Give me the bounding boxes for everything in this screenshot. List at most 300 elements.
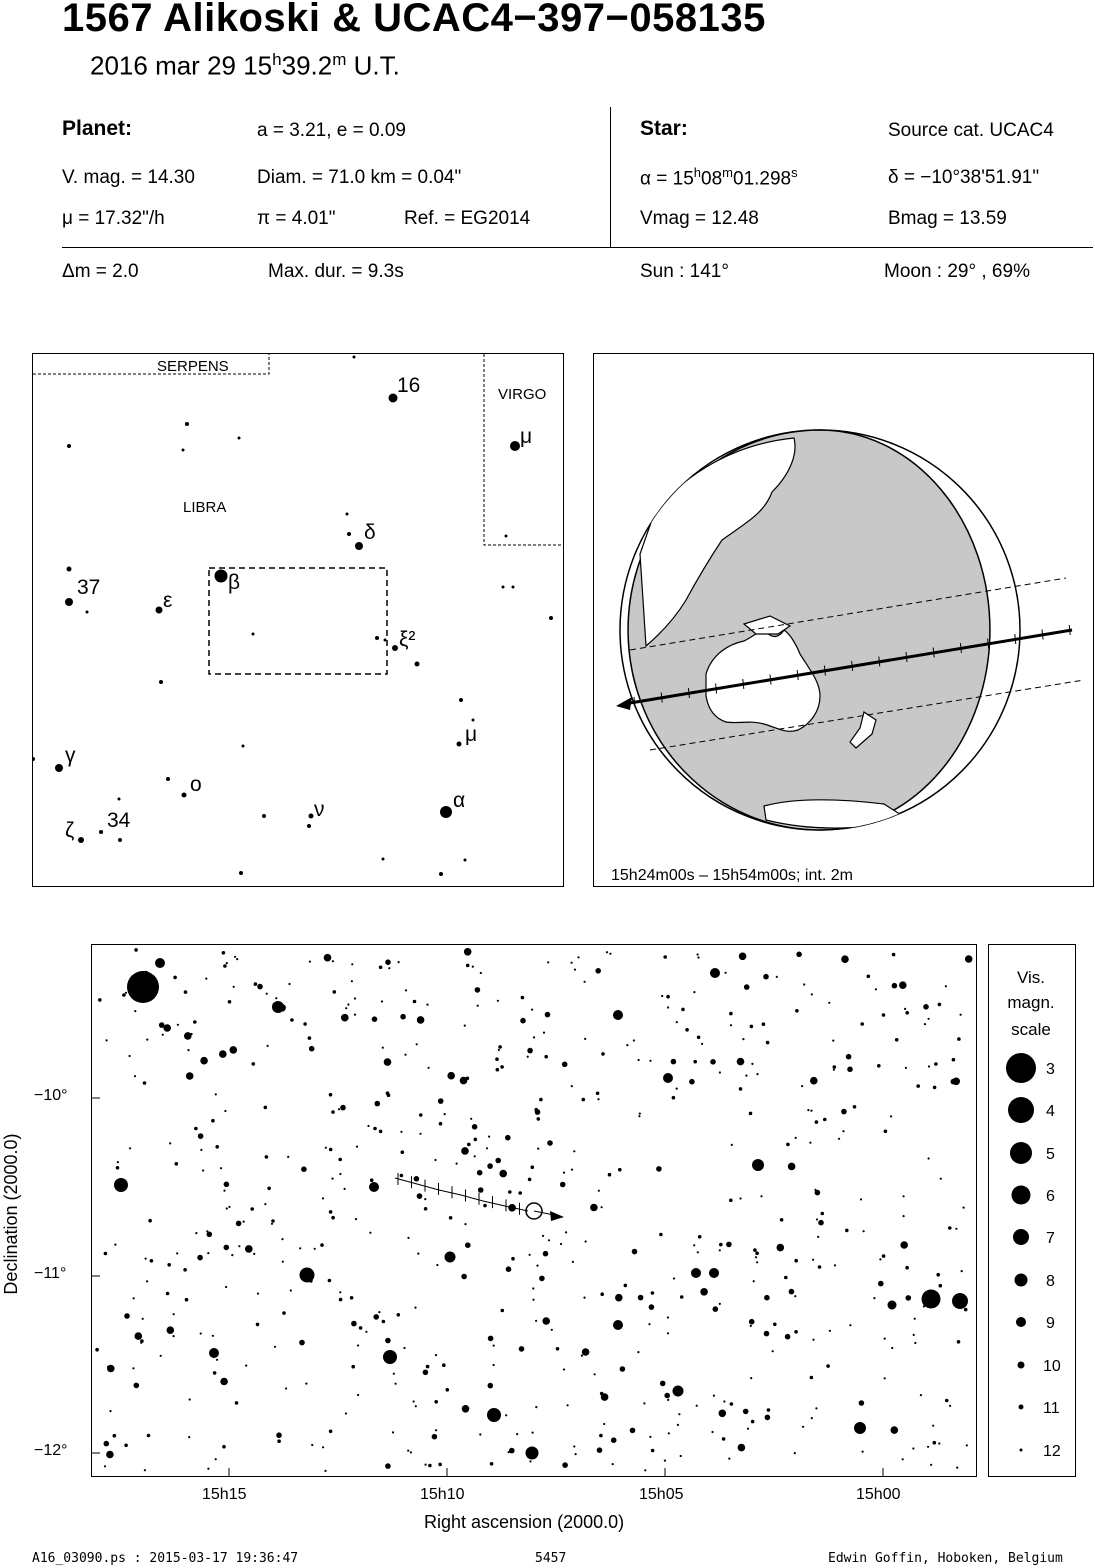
field-star bbox=[932, 1425, 934, 1427]
field-star bbox=[243, 1221, 245, 1223]
finder-star-24 bbox=[55, 764, 63, 772]
finder-star-6 bbox=[67, 567, 72, 572]
field-star bbox=[596, 1092, 600, 1096]
field-star bbox=[905, 1067, 907, 1069]
bright-star-1 bbox=[114, 1178, 128, 1192]
field-star bbox=[184, 990, 188, 994]
field-star bbox=[672, 1096, 676, 1100]
field-star bbox=[904, 1008, 906, 1010]
planet-orbit: a = 3.21, e = 0.09 bbox=[257, 120, 406, 141]
field-star bbox=[416, 1043, 418, 1045]
field-star bbox=[233, 986, 235, 988]
field-star bbox=[751, 1420, 755, 1424]
field-star bbox=[529, 1460, 531, 1462]
sun-elongation: Sun : 141° bbox=[640, 261, 729, 282]
field-star bbox=[729, 1012, 733, 1016]
bright-star-12 bbox=[709, 1268, 719, 1278]
field-star bbox=[818, 1265, 822, 1269]
field-star bbox=[585, 1240, 587, 1242]
field-star bbox=[305, 1383, 307, 1385]
field-star bbox=[676, 1088, 678, 1090]
field-star bbox=[224, 1182, 230, 1188]
field-star bbox=[345, 1412, 347, 1414]
field-star bbox=[493, 1345, 495, 1347]
field-star bbox=[472, 1124, 478, 1130]
field-star bbox=[354, 1014, 356, 1016]
finder-star-8 bbox=[215, 570, 228, 583]
field-star bbox=[900, 1241, 908, 1249]
field-star bbox=[841, 955, 849, 963]
field-star bbox=[542, 1235, 544, 1237]
field-star bbox=[499, 1170, 507, 1178]
field-star bbox=[114, 1244, 116, 1246]
field-star bbox=[928, 1157, 930, 1159]
finder-star-36 bbox=[382, 858, 385, 861]
finder-star-16 bbox=[67, 444, 71, 448]
field-star bbox=[257, 984, 263, 990]
field-star bbox=[739, 953, 747, 961]
field-star bbox=[814, 1189, 816, 1191]
yaxis-title: Declination (2000.0) bbox=[1, 1133, 21, 1295]
field-star bbox=[750, 1025, 754, 1029]
field-star bbox=[722, 1437, 726, 1441]
field-star bbox=[320, 1243, 324, 1247]
field-star bbox=[574, 969, 576, 971]
field-star bbox=[755, 1251, 759, 1255]
constellation-virgo: VIRGO bbox=[498, 386, 547, 403]
field-star bbox=[252, 1062, 256, 1066]
field-star bbox=[331, 1178, 333, 1180]
finder-star-20 bbox=[459, 698, 463, 702]
constellation-libra: LIBRA bbox=[183, 499, 227, 516]
field-star bbox=[373, 1314, 379, 1320]
field-star bbox=[698, 1235, 702, 1239]
field-star bbox=[257, 1293, 259, 1295]
star-label-alpha: α bbox=[453, 789, 466, 812]
field-star bbox=[308, 1036, 312, 1040]
legend-mag-10: 10 bbox=[1043, 1358, 1061, 1375]
field-star bbox=[603, 1423, 605, 1425]
finder-star-33 bbox=[78, 837, 84, 843]
field-star bbox=[338, 1158, 342, 1162]
planet-motion: μ = 17.32"/h bbox=[62, 208, 165, 229]
field-star bbox=[810, 1077, 818, 1085]
field-star bbox=[765, 1415, 771, 1421]
finder-star-12 bbox=[384, 639, 387, 642]
field-star bbox=[630, 1428, 636, 1434]
field-star bbox=[135, 1332, 143, 1340]
field-star bbox=[664, 1460, 666, 1462]
field-star bbox=[594, 1373, 596, 1375]
field-star bbox=[197, 1255, 203, 1261]
field-star bbox=[401, 1150, 405, 1154]
field-star bbox=[938, 1003, 942, 1007]
field-star bbox=[860, 1198, 862, 1200]
field-star bbox=[488, 1136, 490, 1138]
field-star bbox=[328, 1279, 332, 1283]
field-star bbox=[351, 963, 353, 965]
finder-star-22 bbox=[457, 742, 462, 747]
legend-mag-11: 11 bbox=[1043, 1400, 1060, 1417]
bright-star-19 bbox=[710, 968, 720, 978]
field-star bbox=[906, 1295, 912, 1301]
field-star bbox=[859, 1400, 865, 1406]
field-star bbox=[571, 1169, 573, 1171]
field-star bbox=[934, 1062, 938, 1066]
ra-h-sup: h bbox=[693, 165, 702, 180]
footer-number: 5457 bbox=[535, 1551, 567, 1566]
field-star bbox=[475, 987, 481, 993]
field-star bbox=[842, 1130, 844, 1132]
field-star bbox=[863, 1230, 865, 1232]
magnitude-legend bbox=[988, 944, 1076, 1477]
field-star bbox=[532, 1287, 534, 1289]
field-star bbox=[677, 1424, 679, 1426]
field-star bbox=[912, 1447, 914, 1449]
field-star bbox=[582, 1098, 586, 1102]
field-star bbox=[250, 1207, 254, 1211]
field-star bbox=[780, 1218, 784, 1222]
field-star bbox=[838, 1138, 840, 1140]
field-star bbox=[892, 953, 896, 957]
field-star bbox=[560, 1182, 566, 1188]
field-star bbox=[480, 972, 482, 974]
field-star bbox=[142, 1318, 144, 1320]
field-star bbox=[309, 961, 311, 963]
field-star bbox=[719, 1303, 721, 1305]
field-star bbox=[891, 1347, 893, 1349]
field-star bbox=[400, 1174, 404, 1178]
field-star bbox=[535, 1406, 537, 1408]
field-star bbox=[795, 1137, 797, 1139]
field-star bbox=[651, 1291, 655, 1295]
field-star bbox=[527, 1056, 529, 1058]
field-star bbox=[753, 1280, 755, 1282]
ra-s-sup: s bbox=[791, 165, 798, 180]
field-star bbox=[98, 998, 102, 1002]
field-star bbox=[680, 1295, 684, 1299]
field-star bbox=[667, 1316, 669, 1318]
field-star bbox=[928, 1065, 930, 1067]
field-star bbox=[920, 1394, 922, 1396]
field-star bbox=[534, 1108, 538, 1112]
field-star bbox=[264, 1203, 266, 1205]
field-star bbox=[276, 1432, 282, 1438]
field-star bbox=[751, 1063, 753, 1065]
field-star bbox=[329, 1430, 333, 1434]
field-star bbox=[230, 1046, 238, 1054]
field-star bbox=[697, 1251, 699, 1253]
field-star bbox=[215, 1093, 217, 1095]
field-star bbox=[505, 1135, 511, 1141]
field-star bbox=[322, 1446, 324, 1448]
field-star bbox=[599, 1434, 603, 1438]
field-star bbox=[464, 948, 472, 956]
field-star bbox=[222, 951, 226, 955]
field-star bbox=[373, 1127, 377, 1131]
star-label-mu: μ bbox=[465, 723, 478, 746]
field-star bbox=[223, 1190, 225, 1192]
field-star bbox=[573, 1445, 575, 1447]
field-star bbox=[730, 1024, 732, 1026]
globe-panel bbox=[593, 353, 1094, 887]
field-star bbox=[643, 1402, 645, 1404]
field-star bbox=[873, 1297, 875, 1299]
field-star bbox=[676, 1021, 678, 1023]
field-star bbox=[477, 1170, 483, 1176]
bright-star-10 bbox=[673, 1386, 684, 1397]
field-star bbox=[267, 1045, 269, 1047]
field-star bbox=[582, 1348, 590, 1356]
field-star bbox=[786, 1143, 790, 1147]
star-bmag: Bmag = 13.59 bbox=[888, 208, 1007, 229]
field-star bbox=[933, 1086, 937, 1090]
field-star bbox=[809, 1142, 811, 1144]
ra-m-sup: m bbox=[722, 165, 733, 180]
field-star bbox=[385, 959, 391, 965]
legend-mag-12: 12 bbox=[1043, 1443, 1061, 1460]
field-star bbox=[134, 1383, 140, 1389]
field-star bbox=[633, 1039, 635, 1041]
bright-star-5 bbox=[526, 1447, 539, 1460]
field-star bbox=[598, 1190, 600, 1192]
field-star bbox=[878, 1281, 884, 1287]
legend-mag-3: 3 bbox=[1046, 1061, 1055, 1078]
field-star bbox=[117, 1161, 119, 1163]
field-star bbox=[923, 1004, 929, 1010]
field-star bbox=[637, 1351, 639, 1353]
legend-dot-1 bbox=[1008, 1097, 1034, 1123]
field-star bbox=[726, 1242, 732, 1248]
field-star bbox=[763, 974, 769, 980]
field-star bbox=[719, 1071, 721, 1073]
field-star bbox=[785, 1334, 791, 1340]
field-star bbox=[417, 1193, 423, 1199]
legend-mag-6: 6 bbox=[1046, 1188, 1055, 1205]
field-star bbox=[150, 1259, 154, 1263]
field-star bbox=[424, 1207, 428, 1211]
field-star bbox=[738, 1444, 746, 1452]
field-star bbox=[565, 1231, 567, 1233]
star-label-16: 16 bbox=[397, 374, 421, 397]
field-star bbox=[531, 1165, 535, 1169]
field-star bbox=[638, 1115, 640, 1117]
field-star bbox=[124, 1444, 128, 1448]
field-star bbox=[877, 1064, 881, 1068]
field-star bbox=[952, 1058, 956, 1062]
field-star bbox=[794, 1330, 798, 1334]
star-label-gamma: γ bbox=[65, 744, 76, 767]
finder-star-21 bbox=[472, 719, 475, 722]
field-star bbox=[529, 1254, 531, 1256]
field-star bbox=[685, 1028, 689, 1032]
field-star bbox=[219, 1050, 227, 1058]
field-star bbox=[417, 1016, 425, 1024]
field-star bbox=[745, 1075, 747, 1077]
field-star bbox=[595, 968, 601, 974]
field-star bbox=[425, 1464, 427, 1466]
field-star bbox=[419, 1133, 421, 1135]
field-star bbox=[845, 1229, 849, 1233]
field-star bbox=[287, 1156, 289, 1158]
finder-star-3 bbox=[347, 532, 351, 536]
field-star bbox=[340, 1105, 346, 1111]
field-star bbox=[816, 1218, 818, 1220]
field-star bbox=[173, 976, 177, 980]
field-star bbox=[600, 1292, 604, 1296]
field-star bbox=[535, 1320, 537, 1322]
field-star bbox=[464, 1223, 466, 1225]
ytick-10: −10° bbox=[34, 1087, 68, 1104]
field-star bbox=[290, 1289, 292, 1291]
field-star bbox=[393, 1373, 395, 1375]
field-star bbox=[375, 1101, 381, 1107]
field-star bbox=[939, 1284, 943, 1288]
field-star bbox=[331, 1110, 335, 1114]
field-star bbox=[426, 1004, 428, 1006]
field-star bbox=[597, 1447, 603, 1453]
field-star bbox=[841, 1109, 847, 1115]
field-star bbox=[601, 1393, 609, 1401]
field-star bbox=[379, 1130, 383, 1134]
legend-title-2: magn. bbox=[1007, 993, 1055, 1012]
field-star bbox=[365, 1331, 367, 1333]
field-star bbox=[821, 1212, 825, 1216]
field-star bbox=[447, 1072, 455, 1080]
field-star bbox=[626, 1044, 628, 1046]
field-star bbox=[777, 1244, 785, 1252]
field-star bbox=[274, 1346, 276, 1348]
field-star bbox=[952, 1078, 960, 1086]
field-star bbox=[496, 1068, 500, 1072]
field-star bbox=[350, 1296, 354, 1300]
field-star bbox=[544, 1055, 548, 1059]
bright-star-9 bbox=[854, 1422, 866, 1434]
field-star bbox=[200, 1149, 202, 1151]
field-star bbox=[760, 1195, 762, 1197]
xtick-1500: 15h00 bbox=[856, 1486, 901, 1503]
field-star bbox=[521, 996, 525, 1000]
field-star bbox=[750, 1377, 752, 1379]
field-star bbox=[697, 953, 699, 955]
field-star bbox=[428, 1067, 430, 1069]
field-star bbox=[277, 1439, 281, 1443]
field-star bbox=[351, 980, 353, 982]
finder-star-13 bbox=[392, 645, 398, 651]
field-star bbox=[862, 1451, 864, 1453]
field-star bbox=[756, 1261, 758, 1263]
field-star bbox=[185, 1298, 189, 1302]
field-star bbox=[575, 1453, 577, 1455]
field-star bbox=[456, 1163, 458, 1165]
field-star bbox=[202, 1169, 204, 1171]
field-star bbox=[547, 961, 549, 963]
field-star bbox=[254, 982, 258, 986]
field-star bbox=[693, 1244, 695, 1246]
field-star bbox=[516, 1433, 518, 1435]
star-dec: δ = −10°38'51.91" bbox=[888, 167, 1040, 188]
star-chart-svg bbox=[92, 945, 976, 1476]
finder-stars bbox=[33, 356, 553, 877]
field-star bbox=[784, 1276, 788, 1280]
field-star bbox=[601, 1206, 603, 1208]
ytick-12: −12° bbox=[34, 1442, 68, 1459]
field-star bbox=[413, 1000, 417, 1004]
field-star bbox=[644, 1469, 646, 1471]
field-star bbox=[224, 1245, 230, 1251]
field-star bbox=[884, 1130, 888, 1134]
bright-star-17 bbox=[209, 1348, 219, 1358]
star-label-zeta: ζ bbox=[65, 819, 75, 842]
field-star bbox=[812, 1259, 814, 1261]
field-star bbox=[356, 1146, 358, 1148]
field-star bbox=[498, 1049, 500, 1051]
finder-star-15 bbox=[159, 680, 163, 684]
field-star bbox=[324, 954, 332, 962]
field-star bbox=[449, 1216, 453, 1220]
field-star bbox=[696, 1405, 698, 1407]
field-star bbox=[742, 1038, 744, 1040]
field-star bbox=[106, 1039, 108, 1041]
finder-star-43 bbox=[505, 535, 508, 538]
field-star bbox=[719, 1410, 727, 1418]
field-star bbox=[648, 1323, 650, 1325]
bright-star-16 bbox=[445, 1252, 456, 1263]
field-star bbox=[849, 1324, 851, 1326]
finder-star-38 bbox=[464, 859, 467, 862]
field-star bbox=[461, 1147, 469, 1155]
field-star bbox=[563, 1368, 565, 1370]
field-star bbox=[145, 1258, 147, 1260]
field-star bbox=[414, 1307, 416, 1309]
legend-mag-7: 7 bbox=[1046, 1230, 1055, 1247]
field-star bbox=[832, 1040, 834, 1042]
planet-heading: Planet: bbox=[62, 117, 133, 140]
field-star bbox=[744, 984, 750, 990]
field-star bbox=[339, 1291, 341, 1293]
asteroid-track bbox=[395, 1178, 528, 1211]
field-star bbox=[428, 1464, 432, 1468]
field-star bbox=[812, 1339, 814, 1341]
field-star bbox=[551, 1329, 553, 1331]
field-star bbox=[474, 1138, 478, 1142]
field-star bbox=[382, 1320, 386, 1324]
legend-dot-0 bbox=[1006, 1053, 1036, 1083]
field-star bbox=[466, 964, 470, 968]
path-tick-15 bbox=[1042, 630, 1043, 640]
field-star bbox=[226, 962, 228, 964]
field-star bbox=[345, 1007, 347, 1009]
star-vmag: Vmag = 12.48 bbox=[640, 208, 759, 229]
field-star bbox=[509, 1448, 515, 1454]
time-suffix: U.T. bbox=[346, 50, 400, 81]
field-star bbox=[245, 1245, 253, 1253]
bright-star-21 bbox=[888, 1301, 897, 1310]
field-star bbox=[195, 1232, 197, 1234]
field-star bbox=[913, 1334, 915, 1336]
field-star bbox=[548, 1239, 550, 1241]
star-label-delta: δ bbox=[364, 521, 376, 544]
bright-star-7 bbox=[922, 1290, 941, 1309]
field-star bbox=[764, 1295, 770, 1301]
field-star bbox=[407, 1450, 409, 1452]
planet-diameter: Diam. = 71.0 km = 0.04" bbox=[257, 167, 462, 188]
field-star bbox=[290, 1018, 294, 1022]
field-star bbox=[817, 1236, 819, 1238]
field-star bbox=[282, 1261, 284, 1263]
field-star bbox=[143, 1081, 147, 1085]
field-star bbox=[329, 1093, 333, 1097]
